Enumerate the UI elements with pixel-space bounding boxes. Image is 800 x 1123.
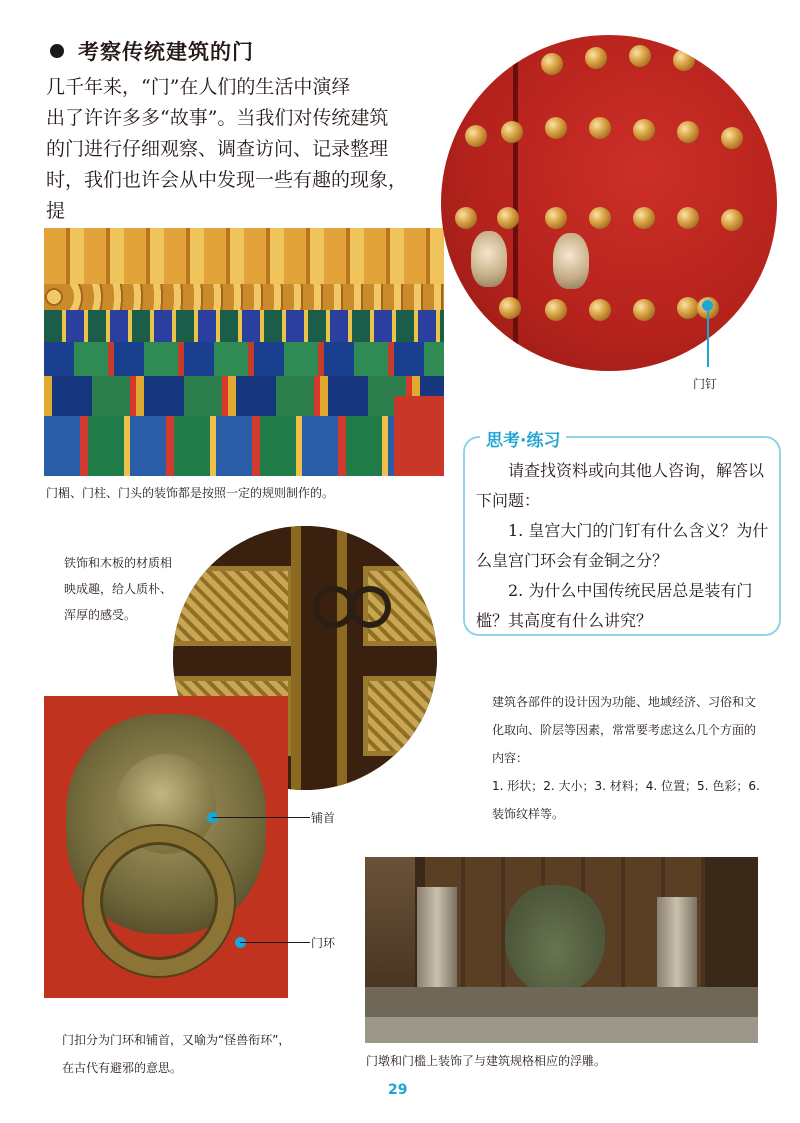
eaves-caption: 门楣、门柱、门头的装饰都是按照一定的规则制作的。: [46, 486, 335, 500]
exercise-question-2: 2. 为什么中国传统民居总是装有门槛？其高度有什么讲究？: [476, 581, 753, 630]
section-heading: [50, 36, 254, 66]
section-title: 考察传统建筑的门: [78, 40, 254, 64]
intro-line: 时，我们也许会从中发现一些有趣的现象，提: [46, 169, 408, 222]
painted-eaves-photo: [44, 228, 444, 476]
intro-line: 出了许许多多“故事”。当我们对传统建筑: [46, 107, 389, 129]
door-nails-photo: [441, 35, 777, 371]
door-knocker-photo: [44, 696, 288, 998]
exercise-question-1: 1. 皇宫大门的门钉有什么含义？为什么皇宫门环会有金铜之分？: [476, 521, 769, 570]
anshou-pointer-line: [212, 817, 310, 818]
knocker-caption: 门扣分为门环和铺首，又喻为“怪兽衔环”，在古代有避邪的意思。: [62, 1033, 291, 1075]
threshold-photo: [365, 857, 758, 1043]
exercise-body: [476, 456, 772, 636]
design-note: [492, 688, 764, 828]
exercise-title: 思考·练习: [480, 426, 566, 451]
intro-line: 几千年来，“门”在人们的生活中演绎: [46, 76, 351, 98]
ring-label: 门环: [311, 936, 336, 950]
anshou-label: 铺首: [311, 811, 336, 825]
design-note-list: 1. 形状；2. 大小；3. 材料；4. 位置；5. 色彩；6. 装饰纹样等。: [492, 779, 760, 821]
design-note-text: 建筑各部件的设计因为功能、地域经济、习俗和文化取向、阶层等因素，常常要考虑这么几个方面的内容：: [492, 695, 757, 765]
page-number: 29: [388, 1082, 408, 1098]
exercise-intro: 请查找资料或向其他人咨询，解答以下问题：: [476, 461, 765, 510]
intro-line: 的门进行仔细观察、调查访问、记录整理: [46, 138, 389, 160]
iron-door-caption: 铁饰和木板的材质相映成趣，给人质朴、浑厚的感受。: [64, 556, 173, 622]
bullet-icon: [50, 44, 64, 58]
ring-pointer-line: [240, 942, 310, 943]
nail-pointer-dot: [702, 300, 713, 311]
nail-label: 门钉: [693, 377, 718, 391]
threshold-caption: 门墩和门槛上装饰了与建筑规格相应的浮雕。: [366, 1054, 607, 1068]
nail-pointer-line: [707, 305, 709, 367]
